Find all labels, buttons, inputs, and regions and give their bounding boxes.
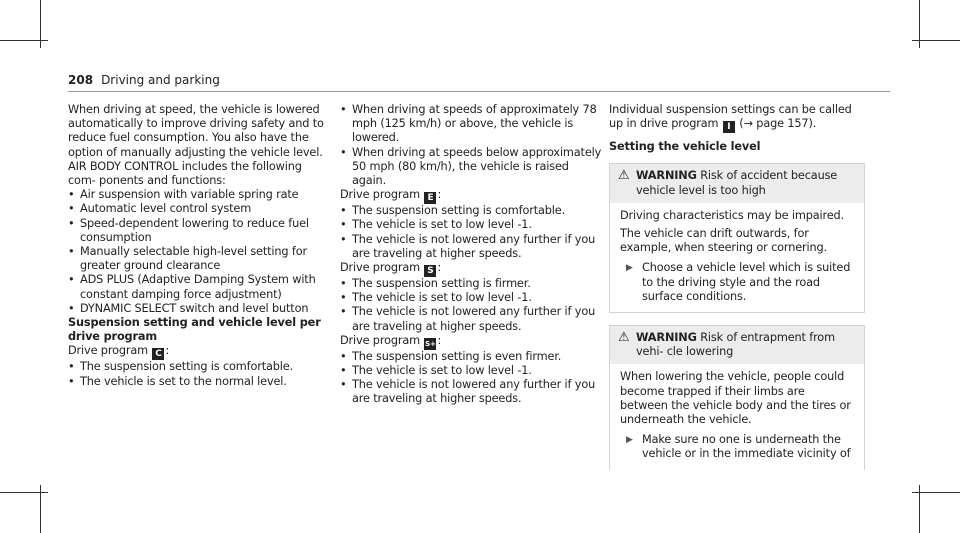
list-item: • The suspension setting is firmer. — [340, 277, 602, 291]
warning-title-text: Risk of accident because vehicle level is too high — [636, 169, 838, 197]
section-heading: Suspension setting and vehicle level per drive program — [68, 316, 321, 344]
list-item: • When driving at speeds of approximately 78 mph (125 km/h) or above, the vehicle is lowered. — [340, 103, 602, 146]
list-item: • The vehicle is set to the normal level. — [68, 375, 330, 389]
airbody-paragraph: AIR BODY CONTROL includes the following com- ponents and functions: — [68, 159, 302, 188]
column-3 — [609, 103, 865, 470]
column-2 — [340, 103, 602, 407]
list-item: • DYNAMIC SELECT switch and level button — [68, 302, 330, 316]
warning-text: Driving characteristics may be impaired. — [620, 208, 845, 222]
warning-triangle-icon: ⚠ — [618, 330, 630, 346]
action-step — [620, 261, 854, 304]
warning-header — [610, 326, 864, 364]
warning-title-text: Risk of entrapment from vehi- cle lowering — [636, 331, 835, 359]
individual-settings-paragraph: Individual suspension settings can be called up in drive program I (→ page 157). — [609, 103, 852, 133]
section-heading: Setting the vehicle level — [609, 140, 761, 154]
drive-program-line: Drive program E : — [340, 188, 442, 204]
warning-text: The vehicle can drift outwards, for example, when steering or cornering. — [620, 227, 827, 255]
list-item: • The vehicle is set to low level -1. — [340, 291, 602, 305]
component-list — [68, 188, 330, 316]
crop-mark — [912, 492, 960, 493]
list-item: • ADS PLUS (Adaptive Damping System with constant damping force adjustment) — [68, 273, 330, 301]
program-s-list — [340, 277, 602, 334]
drive-program-line: Drive program S+ : — [340, 333, 442, 348]
list-item: • The suspension setting is comfortable. — [340, 204, 602, 218]
page-number: 208 — [68, 73, 94, 87]
warning-triangle-icon: ⚠ — [618, 168, 630, 184]
step-arrow-icon: ▶ — [626, 435, 633, 446]
drive-program-c-icon: C — [152, 348, 164, 360]
action-step — [620, 433, 854, 461]
program-c-list — [68, 360, 330, 388]
intro-paragraph: When driving at speed, the vehicle is lowered automatically to improve driving safety and to reduce fuel consumption. You also have the option of manually adjusting the vehicle level. — [68, 103, 324, 159]
drive-program-s-plus-icon: S+ — [425, 339, 436, 348]
page-header — [68, 73, 220, 87]
list-item: • Air suspension with variable spring rate — [68, 188, 330, 202]
program-s-plus-list — [340, 350, 602, 407]
warning-header — [610, 164, 864, 202]
crop-mark — [0, 492, 48, 493]
drive-program-line: Drive program S : — [340, 261, 442, 277]
drive-program-e-icon: E — [424, 192, 436, 204]
speed-list — [340, 103, 602, 188]
list-item: • Speed-dependent lowering to reduce fuel consumption — [68, 217, 330, 245]
column-1 — [68, 103, 330, 389]
warning-text: When lowering the vehicle, people could become trapped if their limbs are between the vehicle body and the tires or underneath the vehicle. — [620, 370, 851, 427]
list-item: • The vehicle is set to low level -1. — [340, 218, 602, 232]
step-text: Make sure no one is underneath the vehicle or in the immediate vicinity of — [642, 433, 851, 461]
drive-program-s-icon: S — [424, 265, 436, 277]
header-divider — [68, 91, 890, 92]
warning-body — [610, 364, 864, 469]
step-arrow-icon: ▶ — [626, 263, 633, 274]
warning-title: WARNING — [636, 331, 697, 345]
list-item: • The vehicle is not lowered any further if you are traveling at higher speeds. — [340, 378, 602, 406]
warning-title: WARNING — [636, 169, 697, 183]
list-item: • The suspension setting is even firmer. — [340, 350, 602, 364]
list-item: • The vehicle is set to low level -1. — [340, 364, 602, 378]
list-item: • When driving at speeds below approximately 50 mph (80 km/h), the vehicle is raised again. — [340, 146, 602, 189]
warning-body — [610, 203, 864, 312]
list-item: • Automatic level control system — [68, 202, 330, 216]
crop-mark — [0, 40, 48, 41]
warning-box-entrapment — [609, 325, 865, 470]
list-item: • Manually selectable high-level setting for greater ground clearance — [68, 245, 330, 273]
drive-program-line: Drive program C : — [68, 344, 170, 360]
warning-box-vehicle-level — [609, 163, 865, 313]
list-item: • The vehicle is not lowered any further if you are traveling at higher speeds. — [340, 233, 602, 261]
drive-program-individual-icon: I — [723, 121, 735, 133]
list-item: • The vehicle is not lowered any further if you are traveling at higher speeds. — [340, 305, 602, 333]
step-text: Choose a vehicle level which is suited to the driving style and the road surface conditions. — [642, 261, 851, 303]
list-item: • The suspension setting is comfortable. — [68, 360, 330, 374]
section-title: Driving and parking — [101, 73, 220, 87]
crop-mark — [912, 40, 960, 41]
program-e-list — [340, 204, 602, 261]
page-reference-link[interactable]: (→ page 157). — [739, 117, 817, 131]
